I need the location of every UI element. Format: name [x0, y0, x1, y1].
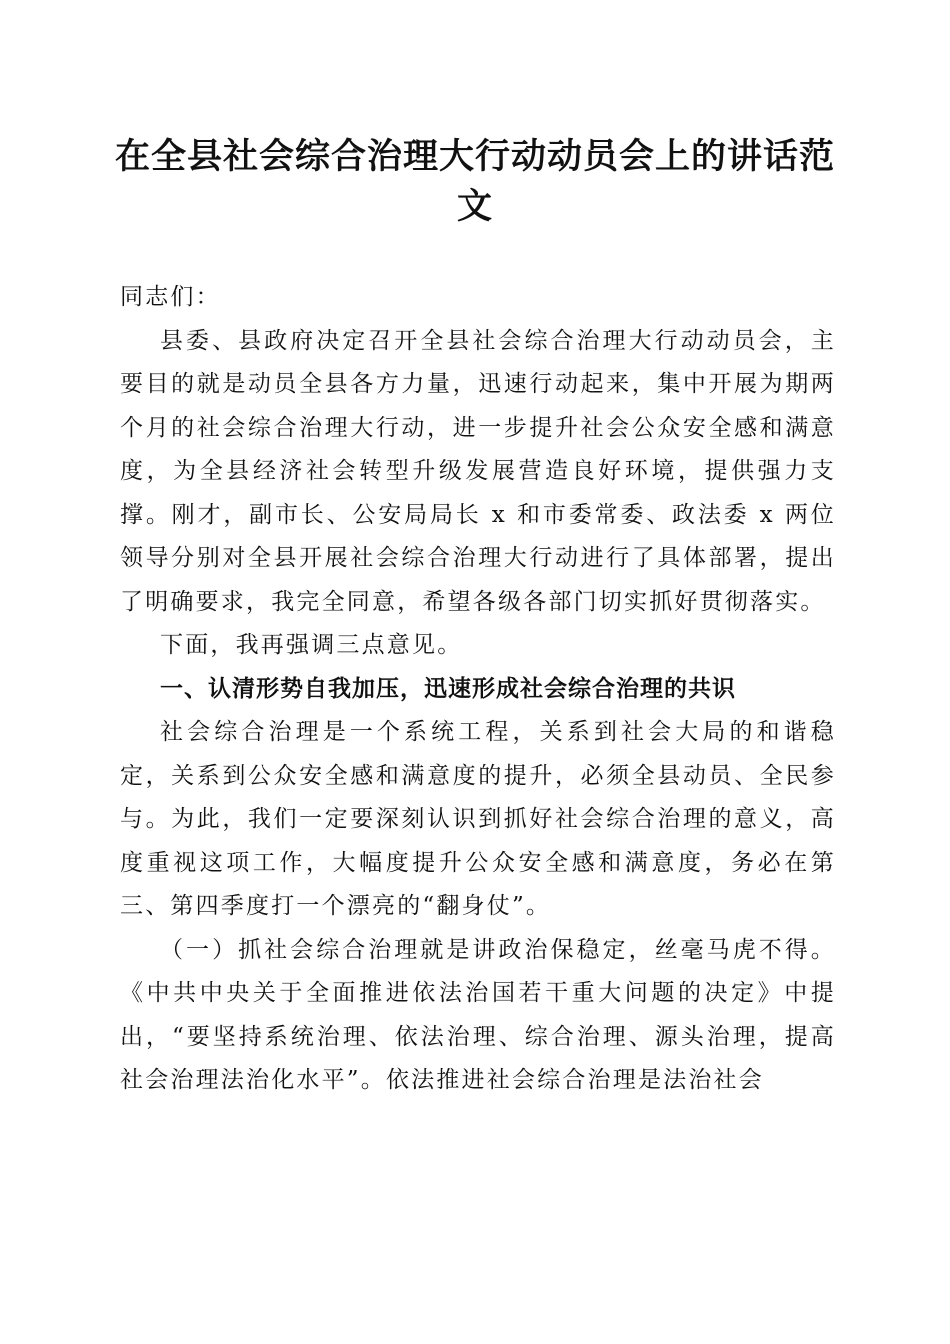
- section-paragraph: 社会综合治理是一个系统工程，关系到社会大局的和谐稳定，关系到公众安全感和满意度的提升，必须全县动员、全民参与。为此，我们一定要深刻认识到抓好社会综合治理的意义，高度重视这项工作，大幅度提升公众安全感和满意度，务必在第三、第四季度打一个漂亮的“翻身仗”。: [120, 719, 836, 919]
- section-heading: 一、认清形势自我加压，迅速形成社会综合治理的共识: [160, 675, 736, 702]
- intro-paragraph: 县委、县政府决定召开全县社会综合治理大行动动员会，主要目的就是动员全县各方力量，迅速行动起来，集中开展为期两个月的社会综合治理大行动，进一步提升社会公众安全感和满意度，为全县经济社会转型升级发展营造良好环境，提供强力支撑。刚才，副市长、公安局局长 x 和市委常委、政法委 x 两位领导分别对全县开展社会综合治理大行动进行了具体部署，提出了明确要求，我完全同意，希望各级各部门切实抓好贯彻落实。: [120, 327, 836, 615]
- document-title: 在全县社会综合治理大行动动员会上的讲话范文: [114, 136, 835, 227]
- document-body: [120, 276, 836, 1103]
- subsection-paragraph: （一）抓社会综合治理就是讲政治保稳定，丝毫马虎不得。《中共中央关于全面推进依法治国若干重大问题的决定》中提出，“要坚持系统治理、依法治理、综合治理、源头治理，提高社会治理法治化水平”。依法推进社会综合治理是法治社会: [120, 936, 836, 1093]
- transition-paragraph: 下面，我再强调三点意见。: [160, 632, 463, 658]
- salutation: 同志们：: [120, 284, 221, 310]
